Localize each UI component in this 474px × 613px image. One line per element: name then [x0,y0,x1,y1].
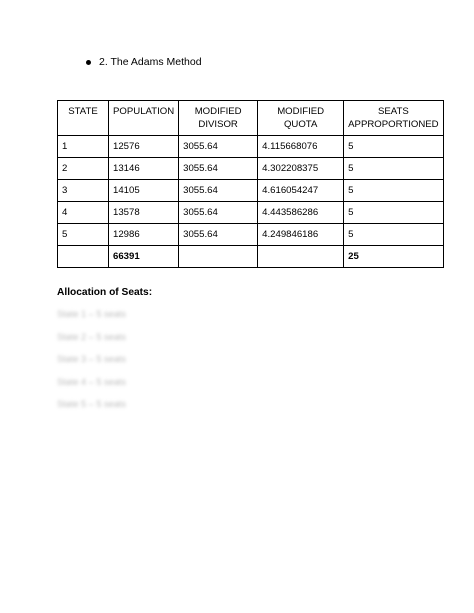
section-heading [86,56,202,68]
list-item: State 4 – 5 seats [57,376,126,387]
cell-population: 14105 [109,180,179,202]
list-item: State 2 – 5 seats [57,331,126,342]
cell-population: 12986 [109,224,179,246]
header-seats-apportioned: SEATS APPROPORTIONED [344,101,443,136]
header-population: POPULATION [109,101,179,136]
cell-seats: 5 [344,136,443,158]
cell-divisor: 3055.64 [179,224,258,246]
cell-population: 12576 [109,136,179,158]
cell-quota: 4.249846186 [258,224,344,246]
header-modified-divisor: MODIFIED DIVISOR [179,101,258,136]
cell-quota: 4.616054247 [258,180,344,202]
cell-state: 4 [58,202,109,224]
table-row [58,136,444,158]
cell-population: 13146 [109,158,179,180]
list-item: State 5 – 5 seats [57,399,126,409]
cell-divisor: 3055.64 [179,158,258,180]
cell-quota: 4.115668076 [258,136,344,158]
bullet-icon [86,60,91,65]
table-row [58,224,444,246]
allocation-title: Allocation of Seats: [57,287,153,298]
cell-state: 2 [58,158,109,180]
cell-state: 1 [58,136,109,158]
list-item: State 3 – 5 seats [57,354,126,364]
cell-seats: 5 [344,180,443,202]
cell-state: 3 [58,180,109,202]
section-heading-text: 2. The Adams Method [99,56,202,68]
header-state: STATE [58,101,109,136]
cell-state: 5 [58,224,109,246]
cell-seats: 5 [344,202,443,224]
total-quota [258,246,344,268]
cell-population: 13578 [109,202,179,224]
cell-divisor: 3055.64 [179,136,258,158]
cell-divisor: 3055.64 [179,202,258,224]
total-divisor [179,246,258,268]
cell-seats: 5 [344,224,443,246]
total-state [58,246,109,268]
list-item: State 1 – 5 seats [57,309,126,319]
table-row [58,180,444,202]
apportionment-table [57,100,444,268]
total-seats: 25 [344,246,443,268]
cell-quota: 4.302208375 [258,158,344,180]
table-total-row [58,246,444,268]
cell-seats: 5 [344,158,443,180]
cell-divisor: 3055.64 [179,180,258,202]
table-header-row [58,101,444,136]
cell-quota: 4.443586286 [258,202,344,224]
allocation-list [57,308,126,421]
total-population: 66391 [109,246,179,268]
table-row [58,158,444,180]
header-modified-quota: MODIFIED QUOTA [258,101,344,136]
table-row [58,202,444,224]
